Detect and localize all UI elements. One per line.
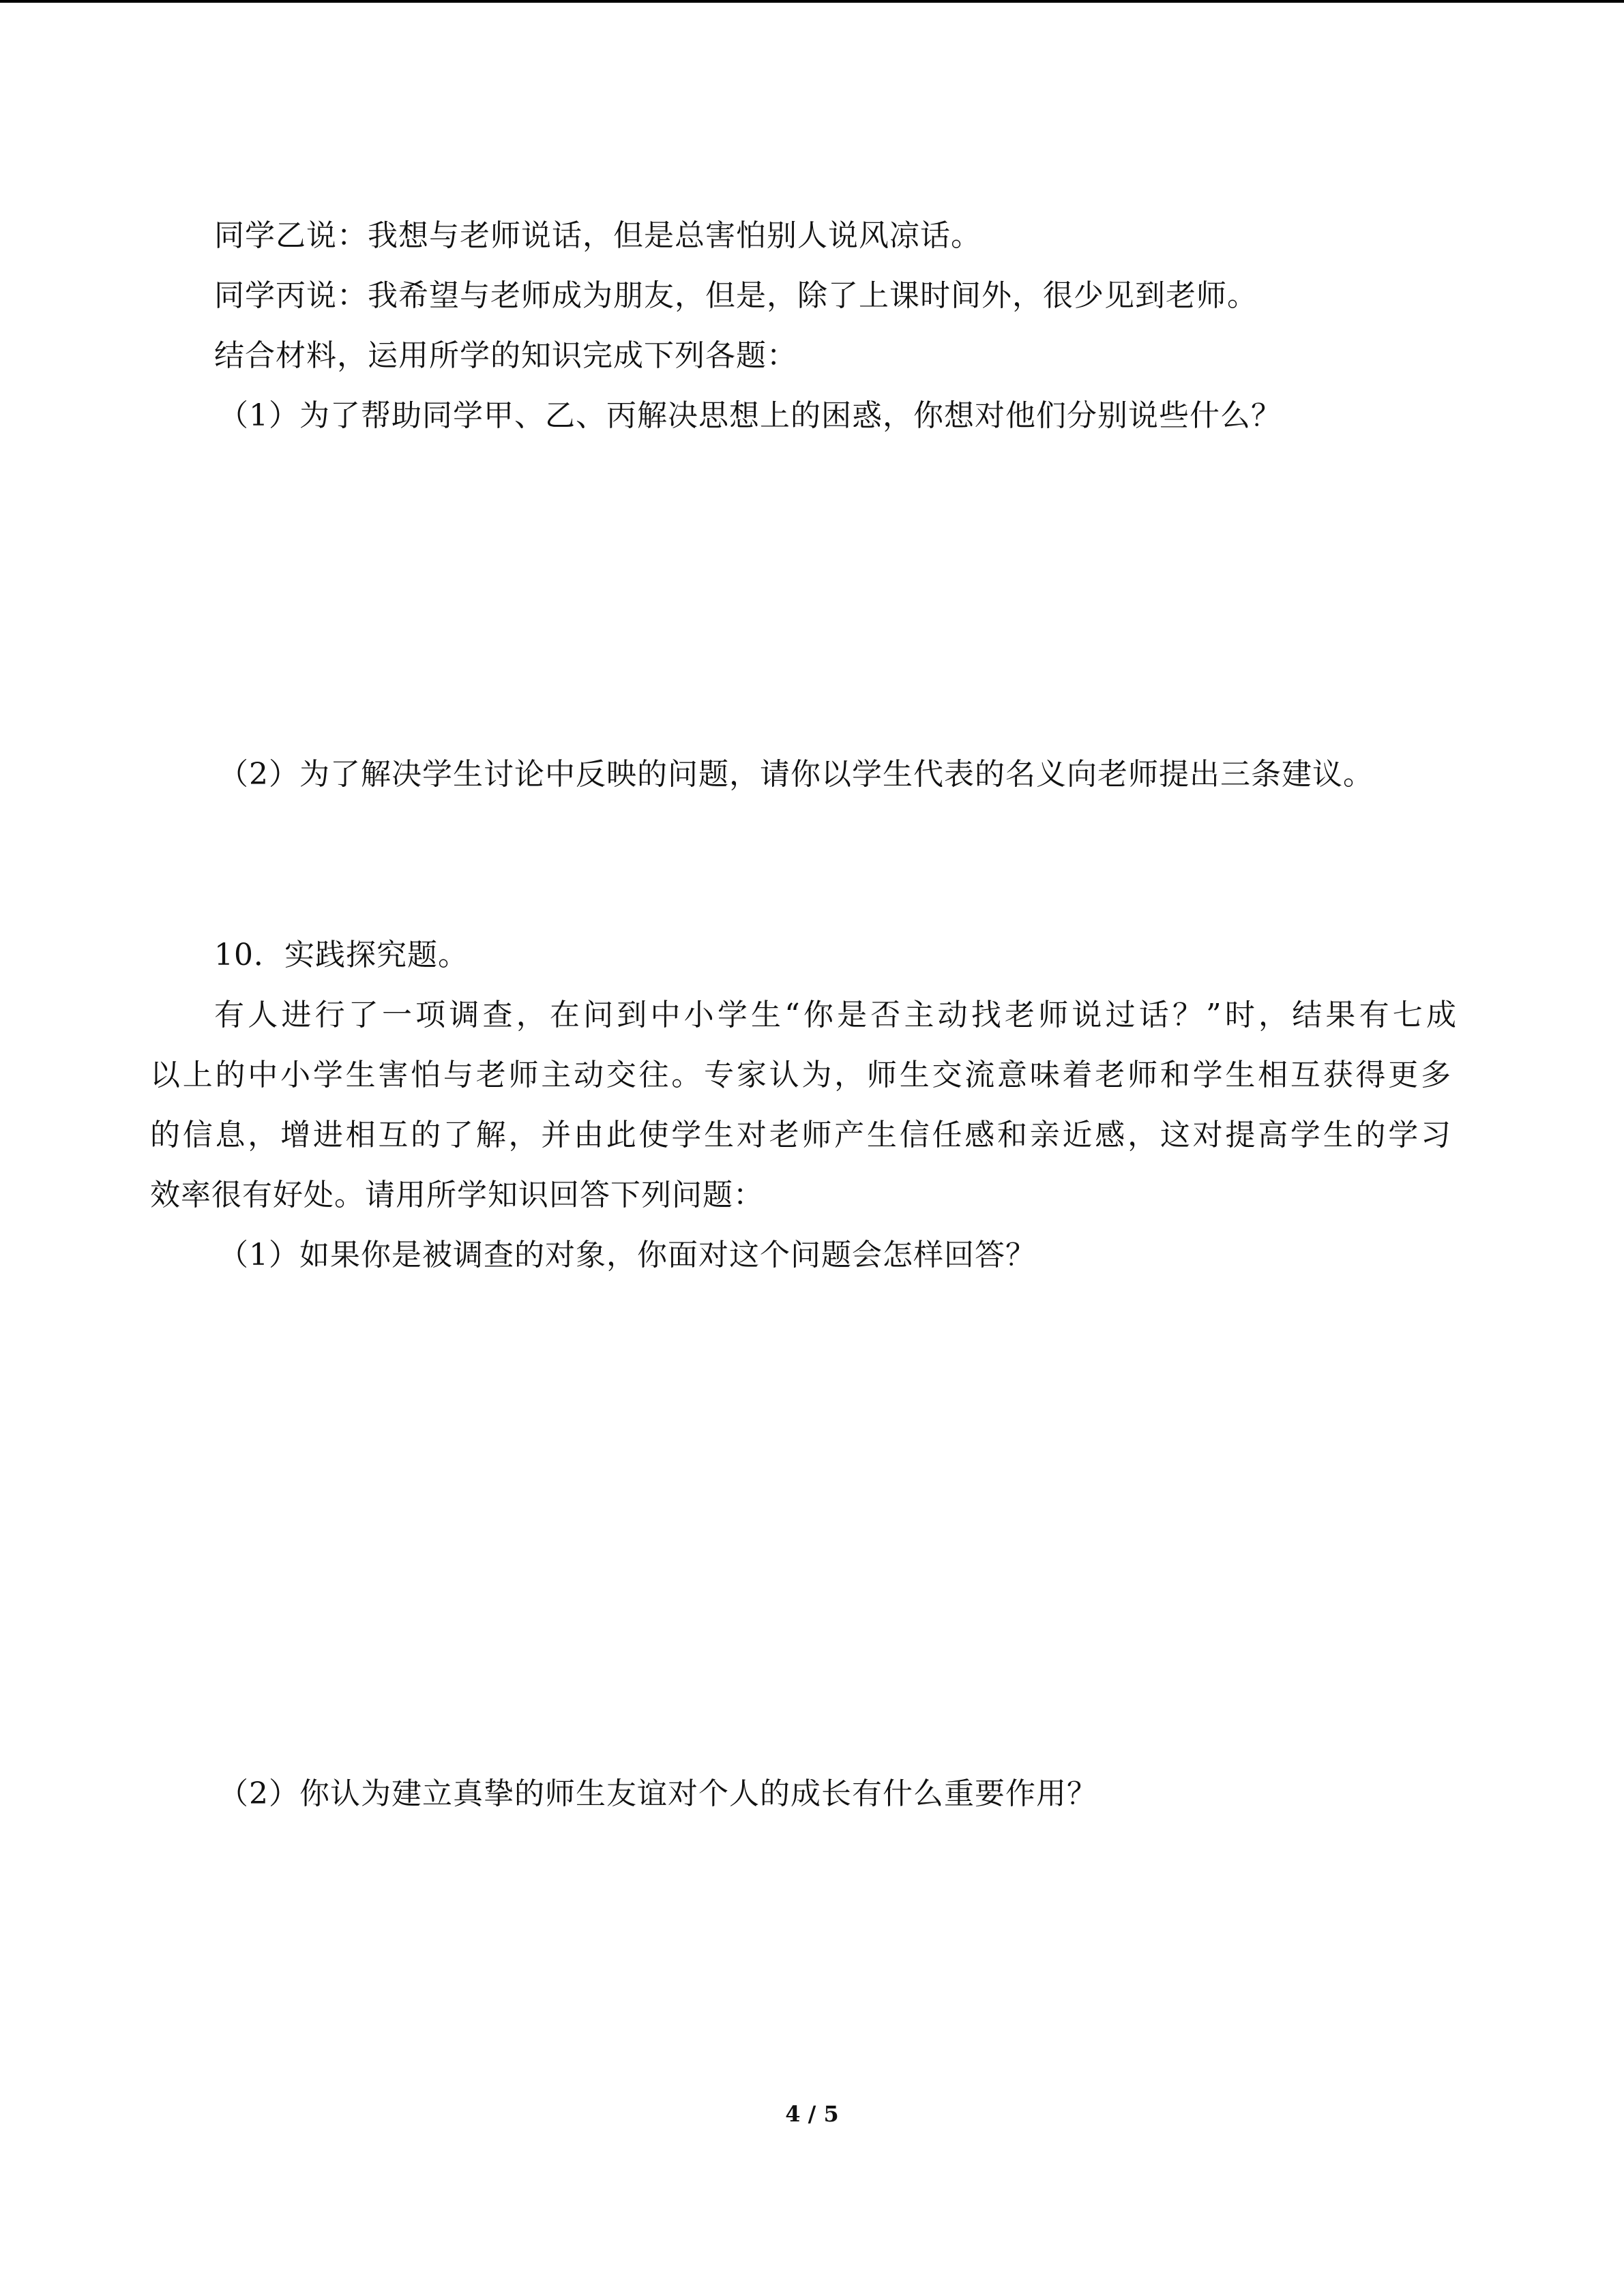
question-10-heading: 10．实践探究题。 [214, 938, 469, 972]
question-10-part-2: （2）你认为建立真挚的师生友谊对个人的成长有什么重要作用？ [218, 1776, 1097, 1811]
paragraph-student-b: 同学乙说：我想与老师说话，但是总害怕别人说风凉话。 [214, 218, 981, 253]
question-10-material-line-1: 有人进行了一项调查，在问到中小学生“你是否主动找老师说过话？”时，结果有七成 [214, 998, 1457, 1032]
paragraph-student-c: 同学丙说：我希望与老师成为朋友，但是，除了上课时间外，很少见到老师。 [214, 278, 1258, 313]
page-number: 4 / 5 [785, 2101, 839, 2127]
question-10-part-1: （1）如果你是被调查的对象，你面对这个问题会怎样回答？ [218, 1238, 1036, 1272]
question-10-material-line-3: 的信息，增进相互的了解，并由此使学生对老师产生信任感和亲近感，这对提高学生的学习 [150, 1118, 1451, 1152]
instruction-line: 结合材料，运用所学的知识完成下列各题： [214, 338, 797, 373]
question-9-part-2: （2）为了解决学生讨论中反映的问题，请你以学生代表的名义向老师提出三条建议。 [218, 757, 1374, 792]
question-10-material-line-4: 效率很有好处。请用所学知识回答下列问题： [150, 1178, 764, 1212]
question-10-material-line-2: 以上的中小学生害怕与老师主动交往。专家认为，师生交流意味着老师和学生相互获得更多 [150, 1058, 1451, 1092]
question-9-part-1: （1）为了帮助同学甲、乙、丙解决思想上的困惑，你想对他们分别说些什么？ [218, 398, 1282, 433]
